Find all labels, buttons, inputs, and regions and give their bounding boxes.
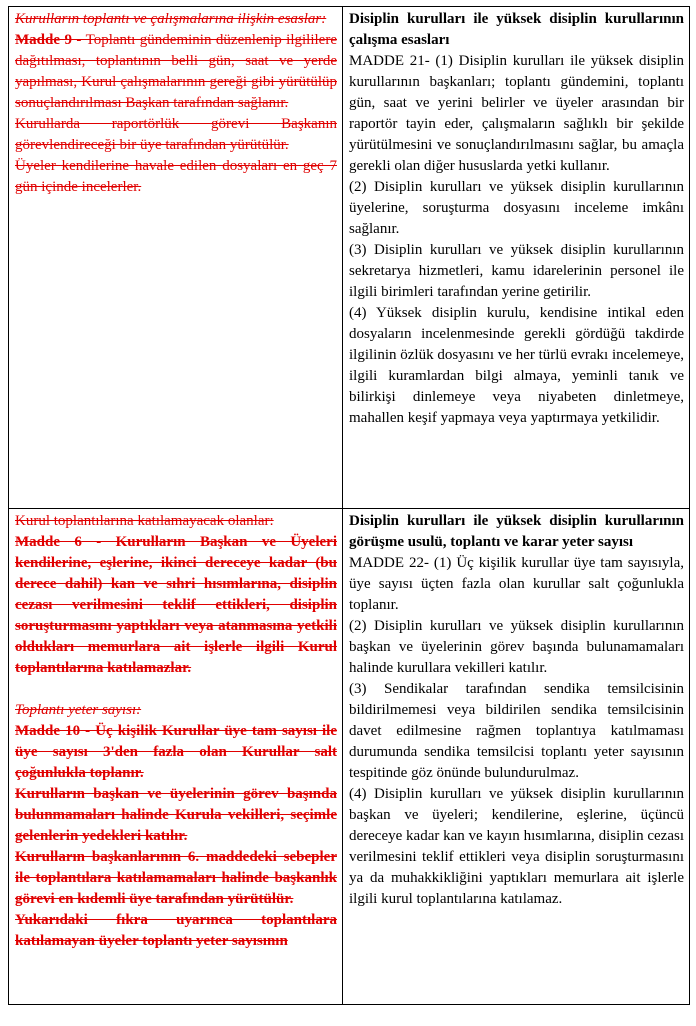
old-section-heading: Kurulların toplantı ve çalışmalarına ilişkin esaslar: (15, 11, 327, 27)
old-paragraph: Yukarıdaki fıkra uyarınca toplantılara katılamayan üyeler toplantı yeter sayısının (15, 912, 337, 949)
blank-line (15, 679, 337, 700)
article-number: Madde 10 (15, 723, 81, 739)
new-text-cell (343, 7, 690, 509)
article-number: Madde 6 (15, 534, 82, 550)
table-row (9, 509, 690, 1005)
old-paragraph: Üyeler kendilerine havale edilen dosyaları en geç 7 gün içinde incelerler. (15, 158, 337, 195)
old-paragraph: Kurulların başkanlarının 6. maddedeki sebepler ile toplantılara katılamamaları halinde başkanlık görevi en kıdemli üye tarafından yürütülür. (15, 849, 337, 907)
new-paragraph: (2) Disiplin kurulları ve yüksek disiplin kurullarının üyelerine, soruşturma dosyasını inceleme imkânı sağlanır. (349, 179, 684, 237)
new-paragraph: (4) Yüksek disiplin kurulu, kendisine intikal eden dosyaların incelenmesinde gerekli gördüğü takdirde ilgilinin özlük dosyasını ve her türlü evrakı incelemeye, ilgili kuramlardan bilgi almaya, yeminli tanık ve bilirkişi dinlemeye veya niyabeten dinletmeye, mahallen keşif yapmaya veya yaptırmaya yetkilidir. (349, 305, 684, 426)
old-paragraph: Kurullarda raportörlük görevi Başkanın görevlendireceği bir üye tarafından yürütülür. (15, 116, 337, 153)
comparison-table (8, 6, 690, 1005)
new-paragraph: (4) Disiplin kurulları ve yüksek disiplin kurullarının başkan ve üyeleri; kendilerine, eşlerine, üçüncü dereceye kadar kan ve kayın hısımlarına, disiplin cezası verilmesini teklif ettikleri veya disiplin soruşturmasını ya da muhakkikliğini yaptıkları memurlara ait işlerle ilgili kurul toplantılarına katılamaz. (349, 786, 684, 907)
old-text-cell (9, 7, 343, 509)
old-paragraph (15, 721, 337, 784)
new-paragraph: MADDE 21- (1) Disiplin kurulları ile yüksek disiplin kurullarının başkanları; toplantı gündemini, toplantı gün, saat ve yerini belirler ve üyeler arasından bir raportör tayin eder, çalışmaların sağlıklı bir şekilde yürütülmesini ve sonuçlandırılmasını sağlar, bu amaçla gerekli olan diğer hususlarda yetki kullanır. (349, 53, 684, 174)
table-row (9, 7, 690, 509)
paragraph-text: - Üç kişilik Kurullar üye tam sayısı ile üye sayısı 3'den fazla olan Kurullar salt çoğunlukla toplanır. (15, 723, 338, 781)
paragraph-text: - Kurulların Başkan ve Üyeleri kendilerine, eşlerine, ikinci dereceye kadar (bu derece dahil) kan ve sıhri hısımlarına, disiplin cezası verilmesini teklif ettikleri, disiplin soruşturmasını yaptıkları veya atanmasına yetkili oldukları memurlara ait işlerle ilgili Kurul toplantılarına katılamazlar. (15, 534, 337, 676)
new-section-heading: Disiplin kurulları ile yüksek disiplin kurullarının çalışma esasları (349, 11, 684, 48)
old-section-heading: Toplantı yeter sayısı: (15, 702, 142, 718)
old-paragraph (15, 30, 337, 114)
old-section-heading: Kurul toplantılarına katılamayacak olanlar: (15, 513, 274, 529)
paragraph-text: - Toplantı gündeminin düzenlenip ilgililere dağıtılması, toplantının belli gün, saat ve yerde yapılması, Kurul çalışmalarının gereği gibi yürütülüp sonuçlandırılması Başkan tarafından sağlanır. (15, 32, 337, 111)
new-paragraph: (3) Sendikalar tarafından sendika temsilcisinin bildirilmemesi veya bildirilen sendika temsilcisinin davet edilmesine rağmen toplantıya katılmaması durumunda sendika temsilcisi toplantı yeter sayısının tespitinde göz önünde bulundurulmaz. (349, 681, 684, 781)
new-paragraph: (3) Disiplin kurulları ve yüksek disiplin kurullarının sekretarya hizmetleri, kamu idarelerinin personel ile ilgili birimleri tarafından yerine getirilir. (349, 242, 684, 300)
new-paragraph: (2) Disiplin kurulları ve yüksek disiplin kurullarının başkan ve üyelerinin görev başında bulunamamaları halinde kurullara vekilleri katılır. (349, 618, 684, 676)
new-text-cell (343, 509, 690, 1005)
new-paragraph: MADDE 22- (1) Üç kişilik kurullar üye tam sayısıyla, üye sayısı üçten fazla olan kurullar salt çoğunlukla toplanır. (349, 555, 684, 613)
article-number: Madde 9 (15, 32, 72, 48)
old-text-cell (9, 509, 343, 1005)
new-section-heading: Disiplin kurulları ile yüksek disiplin kurullarının görüşme usulü, toplantı ve karar yeter sayısı (349, 513, 684, 550)
old-paragraph (15, 532, 337, 679)
old-paragraph: Kurulların başkan ve üyelerinin görev başında bulunmamaları halinde Kurula vekilleri, seçimle gelenlerin yedekleri katılır. (15, 786, 337, 844)
comparison-document (8, 6, 689, 1005)
